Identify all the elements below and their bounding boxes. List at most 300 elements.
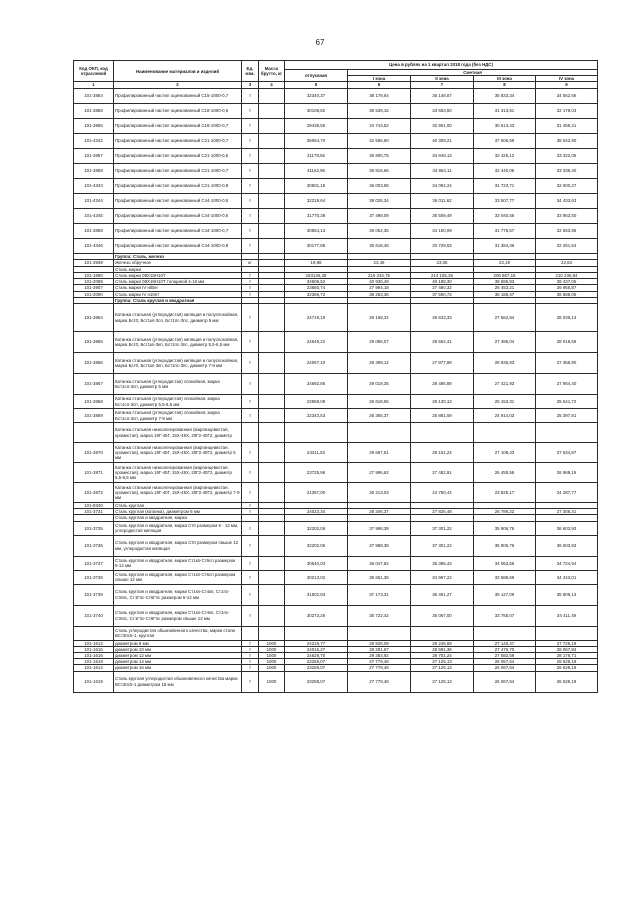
mass-cell [259, 133, 285, 148]
price-zone-1-cell [348, 626, 411, 640]
price-zone-2-cell: 34 849,13 [411, 148, 474, 163]
code-cell: 101-3939 [74, 259, 114, 266]
unit-cell: т [242, 291, 259, 297]
code-cell [74, 423, 114, 443]
price-zone-4-cell: 28 018,69 [536, 332, 598, 353]
name-cell: Катанка стальная низколегированная (марганцевистая, хромистая), марка 19Г-45Г, 15Х-45Х, 20Г2-40Г2, диаметр 5 мм [114, 443, 242, 463]
code-cell: 101-4342 [74, 133, 114, 148]
price-zone-2-cell [411, 626, 474, 640]
unit-cell: т [242, 443, 259, 463]
price-zone-1-cell: 37 998,39 [348, 535, 411, 556]
price-zone-1-cell: 38 026,34 [348, 193, 411, 208]
name-cell: Сталь углеродистая обыкновенного качества, марки стали ВСт3пс5-1, круглая [114, 626, 242, 640]
mass-cell: 1000 [259, 659, 285, 665]
price-table [73, 60, 598, 693]
header-unit: Ед. изм. [242, 61, 259, 82]
unit-cell: т [242, 118, 259, 133]
mass-cell [259, 409, 285, 423]
price-otpusk-cell: 32219,64 [285, 193, 348, 208]
table-row [74, 584, 598, 605]
name-cell: диаметром 16 мм [114, 665, 242, 671]
price-zone-2-cell: 28 161,24 [411, 443, 474, 463]
unit-cell: т [242, 409, 259, 423]
code-cell: 101-3738 [74, 570, 114, 584]
price-otpusk-cell: 23258,07 [285, 665, 348, 671]
code-cell: 101-3855 [74, 103, 114, 118]
table-row [74, 409, 598, 423]
unit-cell: кг [242, 259, 259, 266]
price-zone-3-cell: 26 455,55 [474, 463, 536, 483]
price-zone-4-cell: 33 336,40 [536, 163, 598, 178]
header-otpusk: отпускная [285, 70, 348, 82]
price-otpusk-cell: 24629,70 [285, 653, 348, 659]
price-zone-4-cell: 32 653,86 [536, 223, 598, 238]
name-cell: Сталь круглая и квадратная, марка Ст0 размером 6 - 12 мм, углеродистая кипящая [114, 521, 242, 535]
price-otpusk-cell: 24015,27 [285, 646, 348, 652]
price-zone-3-cell: 22,19 [474, 259, 536, 266]
price-otpusk-cell: 24219,77 [285, 640, 348, 646]
price-zone-4-cell [536, 626, 598, 640]
price-otpusk-cell: 24649,22 [285, 332, 348, 353]
price-zone-1-cell: 27 779,48 [348, 665, 411, 671]
price-otpusk-cell: 23258,07 [285, 659, 348, 665]
name-cell: Профилированный настил оцинкованный С18-1000-0,7 [114, 118, 242, 133]
unit-cell: т [242, 605, 259, 626]
price-otpusk-cell: 23660,74 [285, 285, 348, 291]
table-row [74, 521, 598, 535]
code-cell: 101-9340 [74, 503, 114, 509]
name-cell: Сталь круглая и квадратная, марки Ст1кп-Ст6сп размером свыше 12 мм [114, 570, 242, 584]
price-zone-3-cell: 27 476,70 [474, 646, 536, 652]
name-cell: Катанка стальная (углеродистая) спокойная, марка Бст1сп-3сп, диаметр 5 мм [114, 374, 242, 395]
unit-cell: т [242, 238, 259, 253]
price-zone-4-cell: 31 459,31 [536, 118, 598, 133]
price-otpusk-cell [285, 626, 348, 640]
mass-cell [259, 304, 285, 332]
price-zone-4-cell: 32 600,27 [536, 178, 598, 193]
price-zone-4-cell: 22,63 [536, 259, 598, 266]
price-zone-4-cell: 34 433,63 [536, 193, 598, 208]
mass-cell [259, 521, 285, 535]
price-otpusk-cell: 22558,09 [285, 395, 348, 409]
price-zone-2-cell: 40 188,30 [411, 279, 474, 285]
price-zone-3-cell: 27 145,47 [474, 640, 536, 646]
price-zone-4-cell: 210 236,84 [536, 273, 598, 279]
price-zone-2-cell: 28 246,69 [411, 640, 474, 646]
price-otpusk-cell: 19,88 [285, 259, 348, 266]
name-cell: Профилированный настил оцинкованный С21-1000-0,6 [114, 148, 242, 163]
mass-cell [259, 556, 285, 570]
table-row [74, 223, 598, 238]
price-zone-4-cell: 35 809,13 [536, 584, 598, 605]
price-zone-4-cell: 25 397,81 [536, 409, 598, 423]
price-zone-2-cell: 27 482,91 [411, 463, 474, 483]
price-zone-2-cell: 27 125,13 [411, 659, 474, 665]
code-cell: 101-3731 [74, 509, 114, 515]
name-cell: Катанка стальная (углеродистая) спокойная, марка Бст1сп-3сп, диаметр 5,5-6,5 мм [114, 395, 242, 409]
price-otpusk-cell: 31770,39 [285, 208, 348, 223]
price-zone-1-cell: 36 800,75 [348, 148, 411, 163]
price-zone-2-cell: 28 701,24 [411, 653, 474, 659]
mass-cell: 1000 [259, 671, 285, 692]
code-cell: 101-3736 [74, 535, 114, 556]
mass-cell [259, 423, 285, 443]
name-cell: Катанка стальная (углеродистая) кипящая и полуспокойная, марка Бст0, Бст1кп-3кп, Бст1пс-3пс, диаметр 7-9 мм [114, 353, 242, 374]
price-zone-1-cell: 36 062,36 [348, 223, 411, 238]
unit-cell: т [242, 208, 259, 223]
price-zone-1-cell: 37 173,31 [348, 584, 411, 605]
table-row [74, 103, 598, 118]
price-otpusk-cell: 30177,85 [285, 238, 348, 253]
unit-cell: т [242, 332, 259, 353]
price-table-container [73, 60, 597, 693]
code-cell: 101-1618 [74, 659, 114, 665]
price-otpusk-cell: 32369,72 [285, 291, 348, 297]
name-cell: Профилированный настил оцинкованный С44-1000-0,6 [114, 208, 242, 223]
code-cell: 101-3907 [74, 285, 114, 291]
table-row [74, 238, 598, 253]
name-cell: диаметром 14 мм [114, 659, 242, 665]
name-cell: Железо обручное [114, 259, 242, 266]
header-smetnaya: Сметная [348, 70, 598, 76]
column-number: 7 [411, 82, 474, 88]
price-zone-3-cell: 33 040,56 [474, 208, 536, 223]
unit-cell: т [242, 88, 259, 103]
header-zone-2: II зона [411, 76, 474, 82]
table-row [74, 178, 598, 193]
table-row [74, 374, 598, 395]
code-cell: 101-3858 [74, 163, 114, 178]
unit-cell: т [242, 556, 259, 570]
price-zone-3-cell: 31 313,61 [474, 103, 536, 118]
name-cell: Сталь марки IV н10ет [114, 291, 242, 297]
code-cell: 101-2089 [74, 279, 114, 285]
name-cell: Сталь круглая и квадратная, марки Ст1кп-Ст4кп, Ст1пс-Ст6пс, Ст1Гпс-Ст6Гпс размером свыше 12 мм [114, 605, 242, 626]
price-zone-2-cell: 37 301,22 [411, 521, 474, 535]
table-row [74, 605, 598, 626]
price-zone-3-cell: 26 786,22 [474, 509, 536, 515]
price-zone-2-cell: 27 826,48 [411, 509, 474, 515]
unit-cell: т [242, 659, 259, 665]
price-zone-3-cell: 27 108,43 [474, 443, 536, 463]
price-zone-4-cell: 39 437,06 [536, 279, 598, 285]
mass-cell: 1000 [259, 646, 285, 652]
price-zone-1-cell: 35 539,15 [348, 103, 411, 118]
table-row [74, 443, 598, 463]
price-zone-3-cell: 33 755,07 [474, 605, 536, 626]
name-cell: Профилированный настил оцинкованный С44-1000-0,5 [114, 193, 242, 208]
name-cell: Профилированный настил оцинкованный С44-1000-0,8 [114, 238, 242, 253]
price-zone-3-cell: 206 867,16 [474, 273, 536, 279]
table-row [74, 483, 598, 503]
column-number: 9 [536, 82, 598, 88]
price-zone-1-cell: 216 334,75 [348, 273, 411, 279]
price-zone-4-cell: 32 251,54 [536, 238, 598, 253]
price-otpusk-cell [285, 423, 348, 443]
price-zone-3-cell: 32 426,12 [474, 148, 536, 163]
name-cell: Группа: Сталь, железо [114, 253, 242, 259]
unit-cell: т [242, 665, 259, 671]
column-number: 1 [74, 82, 114, 88]
unit-cell: т [242, 148, 259, 163]
price-otpusk-cell: 24022,34 [285, 509, 348, 515]
unit-cell: т [242, 223, 259, 238]
price-zone-1-cell: 27 996,62 [348, 463, 411, 483]
price-zone-2-cell: 27 480,32 [411, 285, 474, 291]
price-otpusk-cell: 30213,02 [285, 570, 348, 584]
code-cell: 101-3859 [74, 223, 114, 238]
price-otpusk-cell: 36064,70 [285, 133, 348, 148]
mass-cell: 1000 [259, 653, 285, 659]
name-cell: диаметром 10 мм [114, 646, 242, 652]
unit-cell [242, 626, 259, 640]
code-cell: 101-3857 [74, 148, 114, 163]
name-cell: Катанка стальная низколегированная (марганцевистая, хромистая), марка 19Г-45Г, 15Х-45Х, 20Г2-40Г2, диаметр 5,5-6,5 мм [114, 463, 242, 483]
price-zone-2-cell: 28 552,41 [411, 332, 474, 353]
table-row [74, 193, 598, 208]
unit-cell: т [242, 353, 259, 374]
header-mass: Масса брутто, кг [259, 61, 285, 82]
price-zone-1-cell: 35 722,42 [348, 605, 411, 626]
price-otpusk-cell: 30501,16 [285, 178, 348, 193]
code-cell: 101-4345 [74, 208, 114, 223]
name-cell: Сталь круглая и квадратная, марки Ст1кп-Ст4кп, Ст1пс-Ст6пс, Ст1Гпс-Ст6Гпс размером 5-12 мм [114, 584, 242, 605]
unit-cell: т [242, 584, 259, 605]
price-zone-3-cell: 27 421,93 [474, 374, 536, 395]
price-otpusk-cell: 24067,10 [285, 353, 348, 374]
price-zone-1-cell: 26 618,55 [348, 395, 411, 409]
price-zone-4-cell: 26 628,18 [536, 665, 598, 671]
table-row [74, 332, 598, 353]
price-zone-3-cell: 26 067,64 [474, 659, 536, 665]
price-zone-3-cell: 31 384,36 [474, 238, 536, 253]
price-otpusk-cell: 24692,86 [285, 374, 348, 395]
price-zone-4-cell: 26 628,18 [536, 659, 598, 665]
code-cell: 101-3872 [74, 483, 114, 503]
column-number: 4 [259, 82, 285, 88]
price-zone-1-cell: 28 346,37 [348, 509, 411, 515]
table-row [74, 208, 598, 223]
price-zone-3-cell: 33 688,69 [474, 570, 536, 584]
code-cell: 101-4346 [74, 238, 114, 253]
price-zone-4-cell: 34 724,94 [536, 556, 598, 570]
unit-cell: т [242, 193, 259, 208]
name-cell: Сталь марки 08Х18Н10Т толщиной 4-16 мм [114, 279, 242, 285]
name-cell: Сталь марки IV н/Вег [114, 285, 242, 291]
name-cell: Профилированный настил оцинкованный С21-1000-0,7 [114, 163, 242, 178]
table-row [74, 463, 598, 483]
unit-cell: т [242, 279, 259, 285]
price-zone-4-cell: 27 356,90 [536, 353, 598, 374]
name-cell: Катанка стальная низколегированная (марганцевистая, хромистая), марка 19Г-40Г, 15Х-45Х, 20Г2-40Г2, диаметр 7-9 мм [114, 483, 242, 503]
price-otpusk-cell: 24719,10 [285, 304, 348, 332]
unit-cell: т [242, 178, 259, 193]
name-cell: Сталь круглая и квадратная, марки Ст1кп-Ст6сп размером 5-12 мм [114, 556, 242, 570]
code-cell: 101-3866 [74, 353, 114, 374]
mass-cell [259, 605, 285, 626]
price-zone-4-cell: 27 954,40 [536, 374, 598, 395]
unit-cell: т [242, 374, 259, 395]
price-zone-3-cell: 35 906,76 [474, 535, 536, 556]
mass-cell: 1000 [259, 665, 285, 671]
code-cell: 101-3865 [74, 332, 114, 353]
price-zone-2-cell: 40 309,21 [411, 133, 474, 148]
price-zone-2-cell: 23,08 [411, 259, 474, 266]
price-zone-1-cell: 29 291,67 [348, 646, 411, 652]
code-cell: 101-3868 [74, 395, 114, 409]
price-zone-3-cell: 33 507,77 [474, 193, 536, 208]
price-zone-1-cell: 35 651,35 [348, 570, 411, 584]
price-zone-4-cell: 26 969,19 [536, 463, 598, 483]
price-zone-4-cell: 24 287,77 [536, 483, 598, 503]
price-zone-3-cell: 31 723,71 [474, 178, 536, 193]
price-zone-2-cell: 27 125,13 [411, 665, 474, 671]
price-zone-2-cell: 37 301,22 [411, 535, 474, 556]
price-otpusk-cell: 23258,07 [285, 671, 348, 692]
price-zone-1-cell: 27 779,48 [348, 659, 411, 665]
name-cell: Сталь круглая (катанка), диаметром 8 мм [114, 509, 242, 515]
price-zone-2-cell: 36 011,62 [411, 193, 474, 208]
unit-cell: т [242, 395, 259, 409]
code-cell: 101-1615 [74, 646, 114, 652]
page-number: 67 [315, 38, 325, 47]
price-zone-1-cell: 25 213,03 [348, 483, 411, 503]
table-row [74, 259, 598, 266]
code-cell: 101-4344 [74, 193, 114, 208]
header-zone-1: I зона [348, 76, 411, 82]
code-cell: 101-3867 [74, 374, 114, 395]
table-row [74, 535, 598, 556]
header-price: Цена в рублях на 1 квартал 2018 года (без НДС) [285, 61, 598, 70]
code-cell: 101-3735 [74, 521, 114, 535]
name-cell: Профилированный настил оцинкованный С44-1000-0,7 [114, 223, 242, 238]
price-zone-3-cell: 35 127,09 [474, 584, 536, 605]
price-otpusk-cell: 24311,53 [285, 443, 348, 463]
name-cell: Катанка стальная (углеродистая) кипящая и полуспокойная, марка Бст0, Бст1кп-3кп, Бст1пс-3пс, диаметр 5,5-6,5 мм [114, 332, 242, 353]
price-zone-4-cell: 26 966,87 [536, 285, 598, 291]
mass-cell [259, 535, 285, 556]
price-zone-2-cell: 34 864,11 [411, 163, 474, 178]
price-otpusk-cell: 29438,56 [285, 118, 348, 133]
unit-cell: т [242, 163, 259, 178]
name-cell: Сталь марки 08Х18Н10Т [114, 273, 242, 279]
code-cell: 101-3869 [74, 409, 114, 423]
price-zone-1-cell: 37 998,39 [348, 521, 411, 535]
mass-cell [259, 88, 285, 103]
code-cell: 101-1613 [74, 640, 114, 646]
price-zone-2-cell: 26 130,13 [411, 395, 474, 409]
price-otpusk-cell: 31502,83 [285, 584, 348, 605]
table-row [74, 304, 598, 332]
mass-cell [259, 374, 285, 395]
mass-cell [259, 332, 285, 353]
code-cell: 101-4343 [74, 178, 114, 193]
price-zone-3-cell: 26 067,64 [474, 671, 536, 692]
mass-cell [259, 193, 285, 208]
price-zone-2-cell: 35 067,00 [411, 605, 474, 626]
code-cell: 101-3864 [74, 304, 114, 332]
price-zone-2-cell: 34 997,22 [411, 570, 474, 584]
price-zone-1-cell: 35 618,45 [348, 238, 411, 253]
code-cell: 101-3740 [74, 605, 114, 626]
header-zone-3: III зона [474, 76, 536, 82]
name-cell: Катанка стальная низколегированная (марганцевистая, хромистая), марка 19Г-45Г, 15Х-45Х, 20Г2-40Г2, диаметр [114, 423, 242, 443]
unit-cell: т [242, 103, 259, 118]
table-row [74, 395, 598, 409]
table-row [74, 671, 598, 692]
price-otpusk-cell: 183136,28 [285, 273, 348, 279]
price-otpusk-cell: 22343,53 [285, 409, 348, 423]
table-row [74, 626, 598, 640]
table-row [74, 570, 598, 584]
unit-cell: т [242, 463, 259, 483]
price-zone-2-cell: 214 155,26 [411, 273, 474, 279]
unit-cell: т [242, 570, 259, 584]
mass-cell [259, 163, 285, 178]
price-zone-4-cell: 28 067,84 [536, 646, 598, 652]
mass-cell [259, 259, 285, 266]
mass-cell [259, 483, 285, 503]
price-zone-3-cell: 26 067,64 [474, 665, 536, 671]
mass-cell [259, 148, 285, 163]
table-row [74, 118, 598, 133]
price-zone-4-cell: 36 603,93 [536, 521, 598, 535]
price-otpusk-cell: 23725,96 [285, 463, 348, 483]
price-zone-4-cell: 33 953,50 [536, 208, 598, 223]
price-otpusk-cell: 34606,52 [285, 279, 348, 285]
mass-cell [259, 118, 285, 133]
unit-cell: т [242, 483, 259, 503]
table-body [74, 88, 598, 692]
name-cell: диаметром 12 мм [114, 653, 242, 659]
price-zone-4-cell: 25 641,72 [536, 395, 598, 409]
price-zone-3-cell: 26 835,83 [474, 353, 536, 374]
price-otpusk-cell: 21367,00 [285, 483, 348, 503]
price-zone-3-cell: 27 582,59 [474, 653, 536, 659]
name-cell: диаметром 8 мм [114, 640, 242, 646]
table-row [74, 163, 598, 178]
name-cell: Сталь круглая и квадратная, марка Ст0 размером свыше 12 мм, углеродистая кипящая [114, 535, 242, 556]
price-zone-4-cell: 26 628,18 [536, 671, 598, 692]
price-zone-3-cell [474, 626, 536, 640]
unit-cell: т [242, 304, 259, 332]
price-zone-3-cell: 36 185,47 [474, 291, 536, 297]
price-zone-1-cell: 40 936,49 [348, 279, 411, 285]
price-zone-1-cell: 29 158,32 [348, 304, 411, 332]
price-zone-4-cell: 33 322,06 [536, 148, 598, 163]
price-zone-4-cell: 27 306,31 [536, 509, 598, 515]
code-cell: 101-3854 [74, 88, 114, 103]
price-zone-1-cell: 27 994,18 [348, 285, 411, 291]
price-zone-3-cell: 37 506,59 [474, 133, 536, 148]
mass-cell [259, 103, 285, 118]
price-otpusk-cell: 30554,13 [285, 223, 348, 238]
table-row [74, 353, 598, 374]
mass-cell [259, 353, 285, 374]
code-cell: 101-2090 [74, 291, 114, 297]
price-zone-1-cell: 29 086,07 [348, 332, 411, 353]
price-zone-3-cell: 27 485,04 [474, 332, 536, 353]
table-row [74, 133, 598, 148]
price-zone-2-cell: 36 491,27 [411, 584, 474, 605]
price-zone-3-cell: 35 906,76 [474, 521, 536, 535]
code-cell: 101-3870 [74, 443, 114, 463]
price-zone-2-cell: 25 881,59 [411, 409, 474, 423]
price-zone-1-cell: 28 399,12 [348, 353, 411, 374]
unit-cell: т [242, 535, 259, 556]
price-zone-2-cell: 28 591,36 [411, 646, 474, 652]
name-cell: Профилированный настил оцинкованный С18-1000-0,6 [114, 103, 242, 118]
